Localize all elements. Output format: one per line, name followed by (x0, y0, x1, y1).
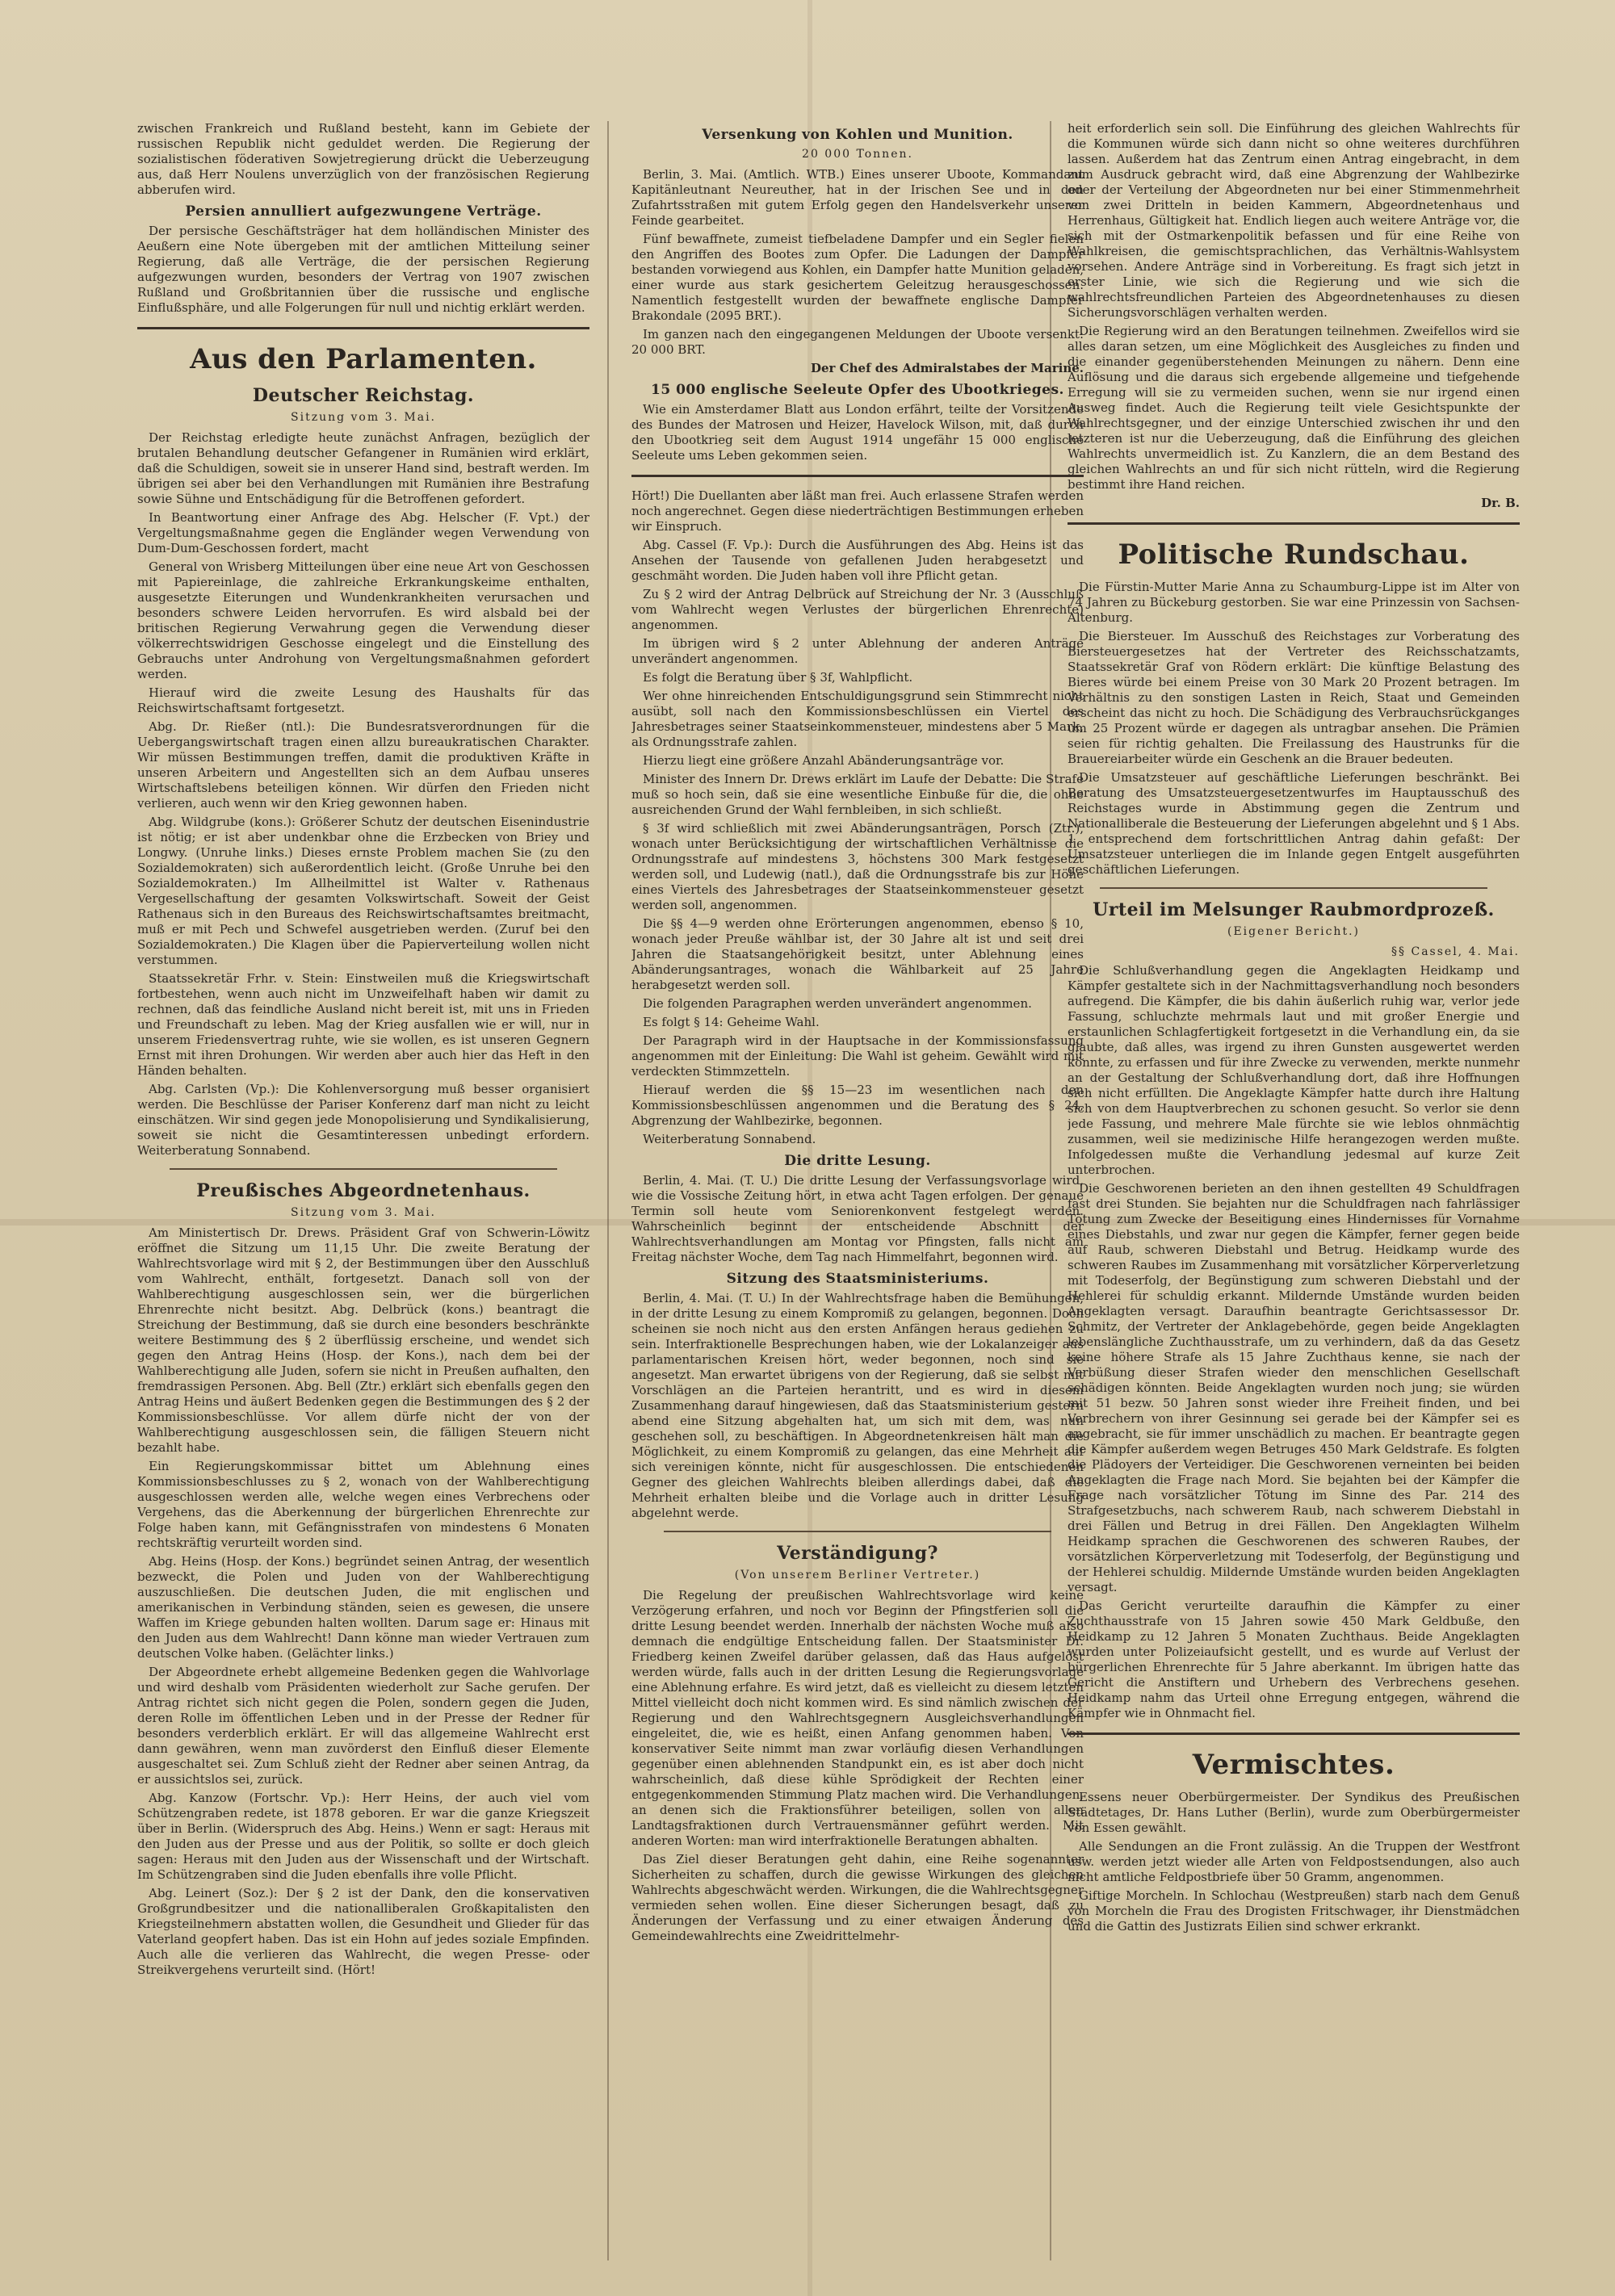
continued-paragraph: Zu § 2 wird der Antrag Delbrück auf Streichung der Nr. 3 (Ausschluß vom Wahlrecht wegen Verlustes der bürgerlichen Ehrenrechte) angenommen. (631, 587, 1084, 632)
agreement-subheadline: (Von unserem Berliner Vertreter.) (734, 1569, 981, 1582)
section-divider (170, 1168, 557, 1170)
miscellany-paragraph: Giftige Morcheln. In Schlochau (Westpreußen) starb nach dem Genuß von Morcheln die Frau des Drogisten Fritschwager, ihr Dienstmädchen und die Gattin des Justizrats Eilien sind schwer erkrankt. (1068, 1888, 1520, 1934)
continued-paragraph: Hört!) Die Duellanten aber läßt man frei. Auch erlassene Strafen werden noch angerechnet. Gegen diese niederträchtigen Bestimmungen erheben wir Einspruch. (631, 488, 1084, 534)
miscellany-paragraph: Alle Sendungen an die Front zulässig. An die Truppen der Westfront usw. werden jetzt wieder alle Arten von Feldpostsendungen, also auch nicht amtliche Feldpostbriefe über 50 Gramm, angenommen. (1068, 1839, 1520, 1884)
agreement-headline: Verständigung? (777, 1543, 938, 1564)
verdict-dateline: §§ Cassel, 4. Mai. (1391, 945, 1520, 958)
prussia-paragraph: Am Ministertisch Dr. Drews. Präsident Graf von Schwerin-Löwitz eröffnet die Sitzung um 11,15 Uhr. Die zweite Beratung der Wahlrechtsvorlage wird mit § 2, der Bestimmungen über den Ausschluß vom Wahlrecht, enthält, fortgesetzt. Danach soll von der Wahlberechtigung ausgeschlossen sein, wer die bürgerlichen Ehrenrechte nicht besitzt. Abg. Delbrück (kons.) beantragt die Streichung der Bestimmung, daß sie durch eine besonders beschränkte weitere Bestimmung des § 2 überflüssig erscheine, und wendet sich gegen den Antrag Heins (Hosp. der Kons.), nach dem bei der Wahlberechtigung alle Juden, sofern sie nicht in Preußen aufhalten, den fremdrassigen Personen. Abg. Bell (Ztr.) erklärt sich ebenfalls gegen den Antrag Heins und äußert Bedenken gegen die Bestimmungen des § 2 der Kommissionsbeschlüsse. Vor allem dürfe nicht der von der Wahlberechtigung ausgeschlossen sein, die fälligen Steuern nicht bezahlt habe. (137, 1226, 589, 1455)
continued-paragraph: Der Paragraph wird in der Hauptsache in der Kommissionsfassung angenommen mit der Einleitung: Die Wahl ist geheim. Gewählt wird mit verdeckten Stimmzetteln. (631, 1033, 1084, 1079)
ministry-headline: Sitzung des Staatsministeriums. (726, 1271, 989, 1287)
article-signature: Dr. B. (1481, 496, 1520, 510)
section-divider (1068, 522, 1520, 525)
prussia-paragraph: Abg. Kanzow (Fortschr. Vp.): Herr Heins, der auch viel vom Schützengraben redete, ist 1878 geboren. Er war die ganze Kriegszeit über in Berlin. (Widerspruch des Abg. Heins.) Wenn er sagt: Heraus mit den Juden aus der Presse und aus der Politik, so sollte er doch gleich sagen: Heraus mit den Juden aus der Wissenschaft und der Wirtschaft. Im Schützengraben sind die Juden ebenfalls ihre volle Pflicht. (137, 1791, 589, 1882)
continued-paragraph: Im übrigen wird § 2 unter Ablehnung der anderen Anträge unverändert angenommen. (631, 636, 1084, 666)
column-2 (631, 121, 1084, 2260)
verdict-paragraph: Die Geschworenen berieten an den ihnen gestellten 49 Schuldfragen fast drei Stunden. Sie bejahten nur die Schuldfragen nach fahrlässiger Tötung zum Zwecke der Beseitigung eines Hindernisses für Vornahme eines Diebstahls, und zwar nur gegen die Kämpfer, ferner gegen beide auf Raub, schweren Diebstahl und Betrug. Heidkamp wurde des schweren Raubes im Zusammenhang mit vorsätzlicher Körperverletzung mit Todeserfolg, der Begünstigung zum schweren Diebstahl und der Hehlerei für schuldig erkannt. Mildernde Umstände wurden beiden Angeklagten versagt. Daraufhin beantragte Gerichtsassessor Dr. Schmitz, der Vertreter der Anklagebehörde, gegen beide Angeklagten lebenslängliche Zuchthausstrafe, um zu verhindern, daß da das Gesetz keine höhere Strafe als 15 Jahre Zuchthaus kenne, sie nach der Verbüßung dieser Strafen wieder den menschlichen Gesellschaft schädigen könnten. Beide Angeklagten wurden noch jung; sie würden mit 51 bezw. 50 Jahren sonst wieder ihre Freiheit finden, und bei Verbrechern von ihrer Gesinnung sei gerade bei der Kämpfer sei es angebracht, sie für immer unschädlich zu machen. Er beantragte gegen die Kämpfer außerdem wegen Betruges 450 Mark Geldstrafe. Es folgten die Plädoyers der Verteidiger. Die Geschworenen verneinten bei beiden Angeklagten die Frage nach Mord. Sie bejahten bei der Kämpfer die Frage nach vorsätzlicher Tötung im Sinne des Par. 214 des Strafgesetzbuchs, nach schwerem Raub, nach schwerem Diebstahl in drei Fällen und Betrug in drei Fällen. Den Angeklagten Wilhelm Heidkamp sprachen die Geschworenen des schweren Raubes, der vorsätzlichen Körperverletzung mit Todeserfolg, der Begünstigung und der Hehlerei schuldig. Mildernde Umstände wurden beiden Angeklagten versagt. (1068, 1181, 1520, 1594)
column-1 (137, 121, 589, 2260)
politics-paragraph: Die Umsatzsteuer auf geschäftliche Lieferungen beschränkt. Bei Beratung des Umsatzsteuergesetzentwurfes im Hauptausschuß des Reichstages wurde in Abstimmung gegen die Zentrum und Nationalliberale die Besteuerung der Lieferungen abgelehnt und § 1 Abs. 1 entsprechend dem fortschrittlichen Antrag dahin gefaßt: Der Umsatzsteuer unterliegen die im Inlande gegen Entgelt ausgeführten geschäftlichen Lieferungen. (1068, 770, 1520, 877)
vote-duty-line: Es folgt die Beratung über § 3f, Wahlpflicht. (643, 670, 913, 685)
ministry-paragraph: Berlin, 4. Mai. (T. U.) In der Wahlrechtsfrage haben die Bemühungen, in der dritte Lesung zu einem Kompromiß zu gelangen, begonnen. Doch scheinen sie noch nicht aus den ersten Anfängen heraus gediehen zu sein. Interfraktionelle Besprechungen haben, wie der Lokalanzeiger aus parlamentarischen Kreisen hört, weder begonnen, noch sind sie angesetzt. Man erwartet übrigens von der Regierung, daß sie selbst mit Vorschlägen an die Parteien herantritt, und es wird in diesem Zusammenhang darauf hingewiesen, daß das Staatsministerium gestern abend eine Sitzung abgehalten hat, um sich mit dem, was nun geschehen soll, zu beschäftigen. In Abgeordnetenkreisen hält man die Möglichkeit, zu einem Kompromiß zu gelangen, das eine Mehrheit auf sich vereinigen könnte, nicht für ausgeschlossen. Die entschiedenen Gegner des gleichen Wahlrechts bleiben allerdings dabei, daß die Mehrheit erhalten bleibe und die Vorlage auch in dritter Lesung abgelehnt werde. (631, 1291, 1084, 1520)
miscellany-headline: Vermischtes. (1192, 1749, 1395, 1781)
column-3 (1068, 121, 1520, 2260)
continued-paragraph: Hierauf werden die §§ 15—23 im wesentlichen nach den Kommissionsbeschlüssen angenommen und die Beratung des § 24, Abgrenzung der Wahlbezirke, begonnen. (631, 1083, 1084, 1128)
verdict-subheadline: (Eigener Bericht.) (1227, 925, 1360, 938)
politics-paragraph: Die Fürstin-Mutter Marie Anna zu Schaumburg-Lippe ist im Alter von 74 Jahren zu Bückeburg gestorben. Sie war eine Prinzessin von Sachsen-Altenburg. (1068, 580, 1520, 625)
third-reading-headline: Die dritte Lesung. (784, 1153, 931, 1169)
verdict-paragraph: Das Gericht verurteilte daraufhin die Kämpfer zu einer Zuchthausstrafe von 15 Jahren sowie 450 Mark Geldbuße, den Heidkamp zu 12 Jahren 5 Monaten Zuchthaus. Beide Angeklagten wurden unter Polizeiaufsicht gestellt, und es wurde auf Verlust der bürgerlichen Ehrenrechte für 5 Jahre aberkannt. Im übrigen hatte das Gericht die Anstiftern und Urhebern des Verbrechens gesehen. Heidkamp nahm das Urteil ohne Erregung entgegen, während die Kämpfer wie in Ohnmacht fiel. (1068, 1598, 1520, 1720)
politics-headline: Politische Rundschau. (1118, 538, 1470, 571)
section-divider (1068, 1732, 1520, 1735)
reichstag-date: Sitzung vom 3. Mai. (291, 411, 436, 424)
parliament-headline: Aus den Parlamenten. (190, 343, 537, 375)
continued-paragraph: Weiterberatung Sonnabend. (643, 1132, 816, 1146)
seamen-headline: 15 000 englische Seeleute Opfer des Ubootkrieges. (651, 382, 1064, 398)
reichstag-paragraph: Abg. Carlsten (Vp.): Die Kohlenversorgung muß besser organisiert werden. Die Beschlüsse der Pariser Konferenz darf man nicht zu leicht einschätzen. Wir sind gegen jede Monopolisierung und Syndikalisierung, soweit sie nicht die Gesamtinteressen unbedingt erfordern. Weiterberatung Sonnabend. (137, 1082, 589, 1158)
continued-paragraph: Die §§ 4—9 werden ohne Erörterungen angenommen, ebenso § 10, wonach jeder Preuße wählbar ist, der 30 Jahre alt ist und seit drei Jahren die Staatsangehörigkeit besitzt, unter Ablehnung eines Abänderungsantrages, wonach die Wählbarkeit auf 25 Jahre herabgesetzt werden soll. (631, 916, 1084, 992)
prussia-date: Sitzung vom 3. Mai. (291, 1206, 436, 1219)
reichstag-paragraph: Staatssekretär Frhr. v. Stein: Einstweilen muß die Kriegswirtschaft fortbestehen, wenn auch nicht im Unzweifelhaft haben wir damit zu rechnen, daß das feindliche Ausland nicht bereit ist, mit uns in Frieden und Freundschaft zu leben. Mag der Krieg ausfallen wie er will, nur in unserem Friedensvertrag ruhte, wie sie wollen, es ist unseren Gegnern Ernst mit ihren Drohungen. Wir werden aber auch hier das Heft in den Händen behalten. (137, 971, 589, 1078)
column-rule-1 (607, 121, 609, 2260)
verdict-paragraph: Die Schlußverhandlung gegen die Angeklagten Heidkamp und Kämpfer gestaltete sich in der Nachmittagsverhandlung noch besonders aufregend. Die Kämpfer, die bis dahin äußerlich ruhig war, verlor jede Fassung, schluchzte mehrmals laut und mit großer Energie und erstaunlichen Schlagfertigkeit fortgesetzt in die Verhandlung ein, da sie glaubte, daß alles, was irgend zu ihren Gunsten ausgewertet werden könnte, zu erfassen und für ihre Zwecke zu verwenden, merkte nunmehr an der Gestaltung der Schlußverhandlung dort, daß ihre Hoffnungen sich nicht erfüllten. Die Angeklagte Kämpfer hatte durch ihre Haltung sich von dem Hauptverbrechen zu schonen gesucht. So verlor sie denn jede Fassung, und mehrere Male fürchte sie wie leblos ohnmächtig zusammen, weil sie medizinische Hilfe herangezogen werden mußte. Infolgedessen mußte die Verhandlung jedesmal auf kurze Zeit unterbrochen. (1068, 963, 1520, 1177)
reichstag-paragraph: General von Wrisberg Mitteilungen über eine neue Art von Geschossen mit Papiereinlage, die zahlreiche Erkrankungskeime enthalten, ausgesetzte Eiterungen und Wundenkrankheiten verursachen und besonders schwere Leiden hervorrufen. Es wird alsbald bei der britischen Regierung Verwahrung gegen die Verwendung dieser völkerrechtswidrigen Geschosse eingelegt und die Einstellung des Gebrauchs unter Androhung von Vergeltungsmaßnahmen gefordert werden. (137, 559, 589, 681)
continued-paragraph: Die Regierung wird an den Beratungen teilnehmen. Zweifellos wird sie alles daran setzen, um eine Möglichkeit des Ausgleiches zu finden und die einander gegenüberstehenden Meinungen zu nähern. Denn eine Auflösung und die daraus sich ergebende allgemeine und tiefgehende Erregung will sie zu vermeiden suchen, wenn sie nur irgend einen Ausweg findet. Auch die Regierung teilt viele Gesichtspunkte der Wahlrechtsgegner, und der einzige Unterschied zwischen ihr und den letzteren ist nur die Ueberzeugung, daß die Einführung des gleichen Wahlrechts unvermeidlich ist. Zu Kanzlern, die an dem Bestand des gleichen Wahlrechts an und für sich nicht rütteln, wird die Regierung bestimmt ihre Hand reichen. (1068, 324, 1520, 492)
section-divider (664, 1531, 1051, 1532)
sinking-subheadline: 20 000 Tonnen. (802, 148, 913, 161)
reichstag-paragraph: Abg. Dr. Rießer (ntl.): Die Bundesratsverordnungen für die Uebergangswirtschaft tragen einen allzu bureaukratischen Charakter. Wir müssen Bestimmungen treffen, damit die produktiven Kräfte in unseren Arbeitern und Angestellten sich an dem Aufbau unseres Wirtschaftslebens beteiligen können. Wir dürfen den Frieden nicht verlieren, auch wenn wir den Krieg gewonnen haben. (137, 719, 589, 811)
continued-paragraph: Abg. Cassel (F. Vp.): Durch die Ausführungen des Abg. Heins ist das Ansehen der Tausende von gefallenen Juden herabgesetzt und geschmäht worden. Die Juden haben voll ihre Pflicht getan. (631, 538, 1084, 583)
third-reading-paragraph: Berlin, 4. Mai. (T. U.) Die dritte Lesung der Verfassungsvorlage wird, wie die Vossische Zeitung hört, in etwa acht Tagen erfolgen. Der genaue Termin soll heute vom Seniorenkonvent festgelegt werden. Wahrscheinlich beginnt der entscheidende Abschnitt der Wahlrechtsverhandlungen am Montag vor Pfingsten, falls nicht am Freitag nächster Woche, dem Tag nach Himmelfahrt, begonnen wird. (631, 1173, 1084, 1264)
miscellany-paragraph: Essens neuer Oberbürgermeister. Der Syndikus des Preußischen Städtetages, Dr. Hans Luther (Berlin), wurde zum Oberbürgermeister von Essen gewählt. (1068, 1790, 1520, 1835)
seamen-paragraph: Wie ein Amsterdamer Blatt aus London erfährt, teilte der Vorsitzende des Bundes der Matrosen und Heizer, Havelock Wilson, mit, daß durch den Ubootkrieg seit dem August 1914 ungefähr 15 000 englische Seeleute ums Leben gekommen seien. (631, 402, 1084, 463)
reichstag-paragraph: Abg. Wildgrube (kons.): Größerer Schutz der deutschen Eisenindustrie ist nötig; er ist aber undenkbar ohne die Erzbecken von Briey und Longwy. (Unruhe links.) Dieses ernste Problem machen Sie (zu den Sozialdemokraten) sich außerordentlich leicht. (Große Unruhe bei den Sozialdemokraten.) Im Allheilmittel ist Walter v. Rathenaus Vergesellschaftung der gesamten Volkswirtschaft. Soweit der Geist Rathenaus sich in den Bureaus des Reichswirtschaftsamtes breitmacht, muß er mit Pech und Schwefel ausgetrieben werden. (Zuruf bei den Sozialdemokraten.) Die Klagen über die Papierverteilung wollen nicht verstummen. (137, 815, 589, 967)
agreement-paragraph: Die Regelung der preußischen Wahlrechtsvorlage wird keine Verzögerung erfahren, und noch vor Beginn der Pfingstferien soll die dritte Lesung beendet werden. Innerhalb der nächsten Woche muß also demnach die endgültige Entscheidung fallen. Der Staatsminister Dr. Friedberg keinen Zweifel darüber gelassen, daß das Haus aufgelöst werden würde, falls auch in der dritten Lesung die Regierungsvorlage eine Ablehnung erfahre. Es wird jetzt, daß es vielleicht zu diesem letzten Mittel vielleicht doch nicht kommen wird. Es sind nämlich zwischen der Regierung und den Wahlrechtsgegnern Ausgleichsverhandlungen eingeleitet, die, wie es heißt, einen Anfang genommen haben. Von konservativer Seite nimmt man zwar vorläufig diesen Verhandlungen gegenüber einen ablehnenden Standpunkt ein, es ist aber doch nicht wahrscheinlich, daß diese kühle Sprödigkeit der Rechten einer entgegenkommenden Stimmung Platz machen wird. Die Verhandlungen, an denen sich die Fraktionsführer beteiligen, sollen von allen Landtagsfraktionen durch Vertrauensmänner geführt werden. Mit anderen Worten: man wird interfraktionelle Beratungen abhalten. (631, 1588, 1084, 1848)
section-divider (631, 475, 1084, 477)
sinking-signature: Der Chef des Admiralstabes der Marine. (811, 361, 1084, 375)
reichstag-paragraph: Hierauf wird die zweite Lesung des Haushalts für das Reichswirtschaftsamt fortgesetzt. (137, 685, 589, 715)
sinking-paragraph: Berlin, 3. Mai. (Amtlich. WTB.) Eines unserer Uboote, Kommandant Kapitänleutnant Neureuther, hat in der Irischen See und in den Zufahrtsstraßen mit gutem Erfolg gegen den Handelsverkehr unserer Feinde gearbeitet. (631, 167, 1084, 228)
section-divider (1100, 887, 1487, 889)
prussia-paragraph: Abg. Leinert (Soz.): Der § 2 ist der Dank, den die konservativen Großgrundbesitzer und die nationalliberalen Großkapitalisten den Kriegsteilnehmern abstatten wollen, die Gesundheit und Glieder für das Vaterland geopfert haben. Das ist ein Hohn auf jedes soziale Empfinden. Auch alle die verlieren das Wahlrecht, die wegen Presse- oder Streikvergehens verurteilt sind. (Hört! (137, 1886, 589, 1977)
reichstag-paragraph: In Beantwortung einer Anfrage des Abg. Helscher (F. Vpt.) der Vergeltungsmaßnahme gegen die Engländer wegen Verwendung von Dum-Dum-Geschossen fordert, macht (137, 510, 589, 555)
reichstag-paragraph: Der Reichstag erledigte heute zunächst Anfragen, bezüglich der brutalen Behandlung deutscher Gefangener in Rumänien wird erklärt, daß die Schuldigen, soweit sie in unserer Hand sind, bestraft werden. Im übrigen sei aber bei den Verhandlungen mit Rumänien ihre Bestrafung sowie Sühne und Entschädigung für die Betroffenen gefordert. (137, 430, 589, 506)
secret-ballot-line: Es folgt § 14: Geheime Wahl. (643, 1015, 820, 1029)
continued-paragraph: Die folgenden Paragraphen werden unverändert angenommen. (643, 996, 1032, 1011)
prussia-paragraph: Ein Regierungskommissar bittet um Ablehnung eines Kommissionsbeschlusses zu § 2, wonach von der Wahlberechtigung ausgeschlossen werden alle, welche wegen eines Verbrechens oder Vergehens, das die Aberkennung der bürgerlichen Ehrenrechte zur Folge haben kann, mit Gefängnisstrafen von mindestens 6 Monaten rechtskräftig verurteilt worden sind. (137, 1459, 589, 1550)
continued-paragraph: heit erforderlich sein soll. Die Einführung des gleichen Wahlrechts für die Kommunen würde sich dann nicht so ohne weiteres durchführen lassen. Außerdem hat das Zentrum einen Antrag eingebracht, in dem zum Ausdruck gebracht wird, daß eine Abgrenzung der Wahlbezirke oder der Verteilung der Abgeordneten nur bei einer Stimmenmehrheit von zwei Dritteln in beiden Kammern, Abgeordnetenhaus und Herrenhaus, Gültigkeit hat. Endlich liegen auch weitere Anträge vor, die sich mit der Ostmarkenpolitik befassen und für eine Reihe von Wahlkreisen, die gemischtsprachlichen, das Verhältnis-Wahlsystem vorsehen. Andere Anträge sind in Vorbereitung. Es fragt sich jetzt in erster Linie, wie sich die Regierung und wie sich die wahlrechtsfreundlichen Parteien des Abgeordnetenhauses zu diesen Sicherungsvorschlägen verhalten werden. (1068, 121, 1520, 320)
continued-paragraph: § 3f wird schließlich mit zwei Abänderungsanträgen, Porsch (Ztr.), wonach unter Berücksichtigung der wirtschaftlichen Verhältnisse die Ordnungsstrafe auf mindestens 3, höchstens 300 Mark festgesetzt werden soll, und Ludewig (natl.), daß die Ordnungsstrafe bis zur Höhe eines Viertels des Jahresbetrages der Staatseinkommensteuer gesetzt werden soll, angenommen. (631, 821, 1084, 912)
agreement-paragraph: Das Ziel dieser Beratungen geht dahin, eine Reihe sogenannter Sicherheiten zu schaffen, durch die gewisse Wirkungen des gleichen Wahlrechts abgeschwächt werden. Wirkungen, die die Wahlrechtsgegner vermieden sehen wollen. Eine dieser Sicherungen besagt, daß zu Änderungen der Verfassung und zu einer etwaigen Änderung des Gemeindewahlrechts eine Zweidrittelmehr- (631, 1852, 1084, 1943)
prussia-headline: Preußisches Abgeordnetenhaus. (196, 1180, 531, 1201)
politics-paragraph: Die Biersteuer. Im Ausschuß des Reichstages zur Vorberatung des Biersteuergesetzes hat der Vertreter des Reichsschatzamts, Staatssekretär Graf von Rödern erklärt: Die künftige Belastung des Bieres würde bei einem Preise von 30 Mark 20 Prozent betragen. Im Verhältnis zu den sonstigen Lasten in Reich, Staat und Gemeinden erscheint das nicht zu hoch. Die Schädigung des Verbrauchsrückganges um 25 Prozent würde er dagegen als untragbar ansehen. Die Prämien seien für richtig gehalten. Die Freilassung des Haustrunks für die Brauereiarbeiter würde ein Geschenk an die Brauer bedeuten. (1068, 629, 1520, 766)
sinking-headline: Versenkung von Kohlen und Munition. (702, 127, 1013, 143)
verdict-headline: Urteil im Melsunger Raubmordprozeß. (1093, 899, 1495, 920)
reichstag-headline: Deutscher Reichstag. (252, 385, 475, 406)
persia-paragraph: Der persische Geschäftsträger hat dem holländischen Minister des Aeußern eine Note übergeben mit der amtlichen Mitteilung seiner Regierung, daß alle Verträge, die der persischen Regierung aufgezwungen wurden, besonders der Vertrag von 1907 zwischen Rußland und Großbritannien über die russische und englische Einflußsphäre, und alle Folgerungen für null und nichtig erklärt werden. (137, 224, 589, 315)
intro-paragraph: zwischen Frankreich und Rußland besteht, kann im Gebiete der russischen Republik nicht geduldet werden. Die Regierung der sozialistischen föderativen Sowjetregierung drückt die Ueberzeugung aus, daß Herr Noulens unverzüglich von der französischen Regierung abberufen wird. (137, 121, 589, 197)
sinking-paragraph: Im ganzen nach den eingegangenen Meldungen der Uboote versenkt: 20 000 BRT. (631, 327, 1084, 357)
continued-paragraph: Wer ohne hinreichenden Entschuldigungsgrund sein Stimmrecht nicht ausübt, soll nach den Kommissionsbeschlüssen ein Viertel des Jahresbetrages seiner Staatseinkommensteuer, mindestens aber 5 Mark, als Ordnungsstrafe zahlen. (631, 689, 1084, 749)
prussia-paragraph: Abg. Heins (Hosp. der Kons.) begründet seinen Antrag, der wesentlich bezweckt, die Polen und Juden von der Wahlberechtigung auszuschließen. Die deutschen Juden, die mit englischen und amerikanischen in Verbindung ständen, seien es gewesen, die unsere Waffen im Kriege gebunden halten wollten. Darum sage er: Hinaus mit den Juden aus dem Wahlrecht! Dann könne man wieder Vertrauen zum deutschen Volke haben. (Gelächter links.) (137, 1554, 589, 1661)
sinking-paragraph: Fünf bewaffnete, zumeist tiefbeladene Dampfer und ein Segler fielen den Angriffen des Bootes zum Opfer. Die Ladungen der Dampfer bestanden vorwiegend aus Kohlen, ein Dampfer hatte Munition geladen, einer wurde aus stark gesichertem Geleitzug herausgeschossen. Namentlich festgestellt wurden der bewaffnete englische Dampfer Brakondale (2095 BRT.). (631, 232, 1084, 323)
persia-headline: Persien annulliert aufgezwungene Verträge. (185, 203, 542, 220)
prussia-paragraph: Der Abgeordnete erhebt allgemeine Bedenken gegen die Wahlvorlage und wird deshalb vom Präsidenten wiederholt zur Sache gerufen. Der Antrag richtet sich nicht gegen die Polen, sondern gegen die Juden, deren Rolle im öffentlichen Leben und in der Presse der Redner für besonders verderblich erklärt. Er will das allgemeine Wahlrecht erst dann gewähren, wenn man zuvörderst den Einfluß dieser Elemente ausgeschaltet sei. Zum Schluß zieht der Redner aber seinen Antrag, da er aussichtslos sei, zurück. (137, 1665, 589, 1787)
continued-paragraph: Minister des Innern Dr. Drews erklärt im Laufe der Debatte: Die Strafe muß so hoch sein, daß sie eine wesentliche Einbuße für die, die ohne ausreichenden Grund der Wahl fernbleiben, in sich schließt. (631, 772, 1084, 817)
continued-paragraph: Hierzu liegt eine größere Anzahl Abänderungsanträge vor. (643, 753, 1005, 768)
section-divider (137, 327, 589, 329)
